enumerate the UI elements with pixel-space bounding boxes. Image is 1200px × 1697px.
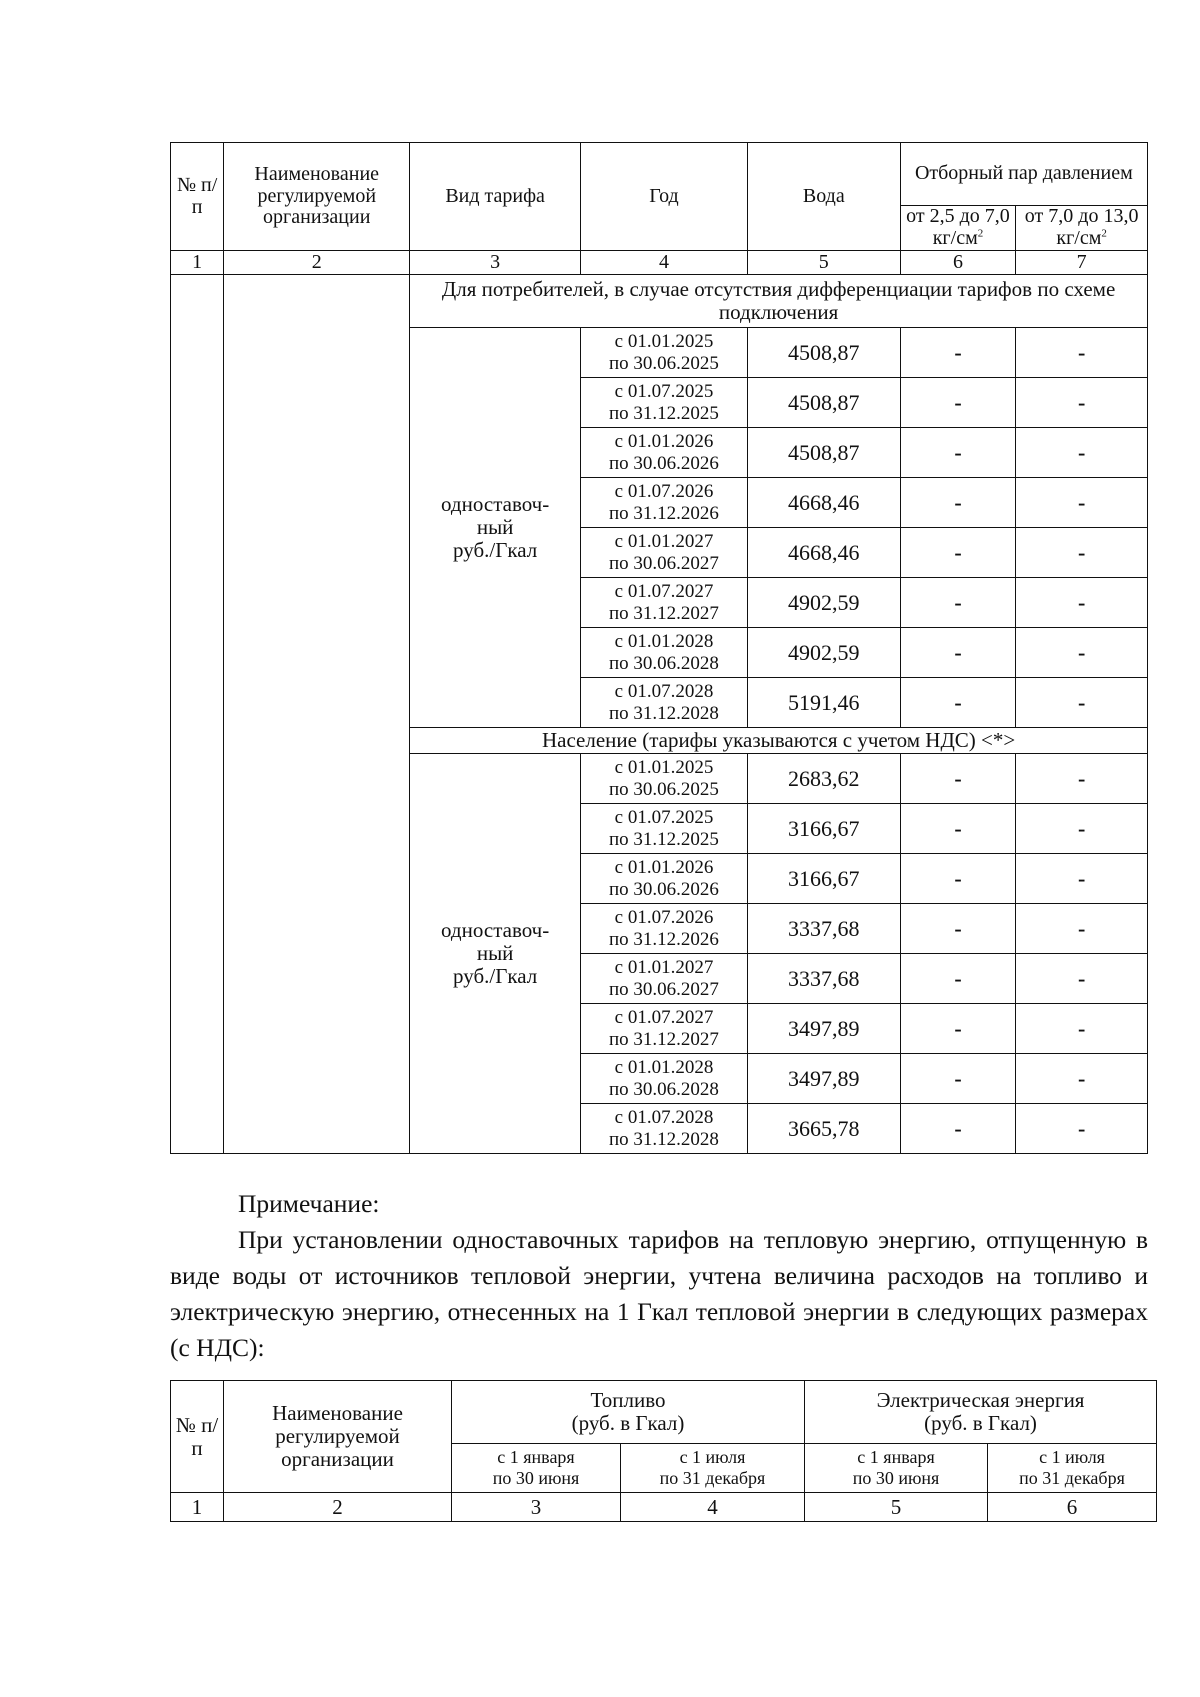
header-tariff-type: Вид тарифа xyxy=(410,143,581,251)
tariff-type-cell xyxy=(410,754,581,1154)
water-value: 3497,89 xyxy=(747,1054,900,1104)
steam-low-value: - xyxy=(900,1104,1016,1154)
steam-high-value: - xyxy=(1016,328,1148,378)
header-steam-high-text: от 7,0 до 13,0 кг/см xyxy=(1024,205,1139,249)
header-organization: Наименование регулируемой организации xyxy=(224,1381,452,1493)
tariff-type-label: руб./Гкал xyxy=(453,537,538,562)
section-title: Для потребителей, в случае отсутствия дифференциации тарифов по схеме подключения xyxy=(410,275,1148,328)
header-fuel xyxy=(452,1381,805,1444)
period-cell xyxy=(581,678,748,728)
period-cell xyxy=(581,1104,748,1154)
header-electricity-jan xyxy=(805,1444,988,1493)
steam-high-value: - xyxy=(1016,1054,1148,1104)
period-to: по 31.12.2025 xyxy=(609,828,719,850)
period-cell xyxy=(581,578,748,628)
cost-table xyxy=(170,1380,1157,1522)
steam-high-value: - xyxy=(1016,854,1148,904)
water-value: 4508,87 xyxy=(747,378,900,428)
column-number: 3 xyxy=(452,1493,621,1522)
header-steam-high xyxy=(1016,206,1148,251)
period-from: с 01.01.2027 xyxy=(614,957,714,979)
column-number: 5 xyxy=(805,1493,988,1522)
period-to: по 30.06.2025 xyxy=(609,352,719,374)
header-num: № п/п xyxy=(171,1381,224,1493)
header-water: Вода xyxy=(747,143,900,251)
period-cell xyxy=(581,1004,748,1054)
period-from: с 1 января xyxy=(857,1447,935,1468)
period-to: по 31.12.2026 xyxy=(609,502,719,524)
steam-low-value: - xyxy=(900,578,1016,628)
column-number: 1 xyxy=(171,251,224,275)
water-value: 3166,67 xyxy=(747,854,900,904)
water-value: 3337,68 xyxy=(747,904,900,954)
period-to: по 30 июня xyxy=(492,1468,580,1488)
steam-low-value: - xyxy=(900,754,1016,804)
header-fuel-line2: (руб. в Гкал) xyxy=(571,1411,685,1435)
steam-low-value: - xyxy=(900,428,1016,478)
steam-low-value: - xyxy=(900,478,1016,528)
header-steam-low-text: от 2,5 до 7,0 кг/см xyxy=(906,205,1010,249)
header-year: Год xyxy=(581,143,748,251)
column-number: 1 xyxy=(171,1493,224,1522)
steam-low-value: - xyxy=(900,628,1016,678)
steam-high-value: - xyxy=(1016,1004,1148,1054)
steam-low-value: - xyxy=(900,678,1016,728)
period-from: с 01.07.2028 xyxy=(614,681,714,703)
note-title: Примечание: xyxy=(238,1189,380,1218)
section-title: Население (тарифы указываются с учетом НДС) <*> xyxy=(410,728,1148,754)
water-value: 4508,87 xyxy=(747,328,900,378)
tariff-table xyxy=(170,142,1148,1154)
period-from: с 01.01.2025 xyxy=(614,331,714,353)
tariff-type-label: ный xyxy=(476,941,514,966)
steam-high-value: - xyxy=(1016,528,1148,578)
period-to: по 31.12.2027 xyxy=(609,1028,719,1050)
steam-low-value: - xyxy=(900,954,1016,1004)
period-from: с 01.01.2028 xyxy=(614,631,714,653)
period-from: с 01.01.2025 xyxy=(614,757,714,779)
water-value: 2683,62 xyxy=(747,754,900,804)
period-to: по 30.06.2028 xyxy=(609,652,719,674)
tariff-type-label: одноставоч- xyxy=(441,918,550,943)
period-from: с 1 января xyxy=(497,1447,575,1468)
period-to: по 31.12.2028 xyxy=(609,702,719,724)
steam-low-value: - xyxy=(900,804,1016,854)
period-from: с 01.07.2027 xyxy=(614,1007,714,1029)
water-value: 4902,59 xyxy=(747,578,900,628)
period-from: с 01.07.2025 xyxy=(614,381,714,403)
superscript: 2 xyxy=(977,227,984,240)
period-from: с 1 июля xyxy=(1039,1447,1105,1468)
header-organization: Наименование регулируемой организации xyxy=(224,143,410,251)
header-fuel-jul xyxy=(621,1444,805,1493)
header-steam-group: Отборный пар давлением xyxy=(900,143,1147,206)
period-cell xyxy=(581,804,748,854)
steam-high-value: - xyxy=(1016,754,1148,804)
period-cell xyxy=(581,428,748,478)
water-value: 3337,68 xyxy=(747,954,900,1004)
period-from: с 01.07.2027 xyxy=(614,581,714,603)
water-value: 3665,78 xyxy=(747,1104,900,1154)
tariff-type-label: ный xyxy=(476,515,514,540)
tariff-type-cell xyxy=(410,328,581,728)
header-num: № п/п xyxy=(171,143,224,251)
period-to: по 30 июня xyxy=(852,1468,940,1488)
period-cell xyxy=(581,904,748,954)
column-number: 6 xyxy=(900,251,1016,275)
water-value: 5191,46 xyxy=(747,678,900,728)
steam-low-value: - xyxy=(900,904,1016,954)
steam-high-value: - xyxy=(1016,428,1148,478)
period-from: с 01.01.2028 xyxy=(614,1057,714,1079)
water-value: 3497,89 xyxy=(747,1004,900,1054)
water-value: 4508,87 xyxy=(747,428,900,478)
period-cell xyxy=(581,328,748,378)
column-number: 4 xyxy=(581,251,748,275)
period-cell xyxy=(581,954,748,1004)
organization-cell xyxy=(224,275,410,1154)
water-value: 4668,46 xyxy=(747,528,900,578)
steam-low-value: - xyxy=(900,328,1016,378)
period-from: с 01.07.2026 xyxy=(614,481,714,503)
num-cell xyxy=(171,275,224,1154)
tariff-type-label: руб./Гкал xyxy=(453,963,538,988)
water-value: 4668,46 xyxy=(747,478,900,528)
water-value: 4902,59 xyxy=(747,628,900,678)
period-to: по 30.06.2026 xyxy=(609,878,719,900)
column-number: 3 xyxy=(410,251,581,275)
period-to: по 31.12.2028 xyxy=(609,1128,719,1150)
header-steam-low xyxy=(900,206,1016,251)
steam-high-value: - xyxy=(1016,578,1148,628)
period-from: с 01.07.2026 xyxy=(614,907,714,929)
steam-high-value: - xyxy=(1016,804,1148,854)
period-to: по 31 декабря xyxy=(659,1468,766,1488)
steam-high-value: - xyxy=(1016,678,1148,728)
steam-low-value: - xyxy=(900,1054,1016,1104)
period-from: с 1 июля xyxy=(679,1447,746,1468)
header-fuel-jan xyxy=(452,1444,621,1493)
period-to: по 30.06.2027 xyxy=(609,978,719,1000)
superscript: 2 xyxy=(1101,227,1107,240)
period-cell xyxy=(581,854,748,904)
header-electricity-jul xyxy=(988,1444,1157,1493)
note-body: При установлении одноставочных тарифов на тепловую энергию, отпущенную в виде воды от источников тепловой энергии, учтена величина расходов на топливо и электрическую энергию, отнесенных на 1 Гкал тепловой энергии в следующих размерах (с НДС): xyxy=(170,1225,1148,1362)
section-header-row xyxy=(171,275,1148,328)
period-cell xyxy=(581,528,748,578)
steam-high-value: - xyxy=(1016,904,1148,954)
water-value: 3166,67 xyxy=(747,804,900,854)
column-number: 5 xyxy=(747,251,900,275)
steam-low-value: - xyxy=(900,854,1016,904)
steam-low-value: - xyxy=(900,378,1016,428)
period-to: по 31 декабря xyxy=(1019,1468,1125,1488)
period-to: по 31.12.2025 xyxy=(609,402,719,424)
header-fuel-line1: Топливо xyxy=(590,1388,666,1413)
header-electricity-line2: (руб. в Гкал) xyxy=(924,1411,1037,1435)
column-number: 7 xyxy=(1016,251,1148,275)
period-to: по 30.06.2026 xyxy=(609,452,719,474)
period-to: по 31.12.2026 xyxy=(609,928,719,950)
period-from: с 01.07.2025 xyxy=(614,807,714,829)
period-to: по 30.06.2025 xyxy=(609,778,719,800)
column-number: 4 xyxy=(621,1493,805,1522)
header-electricity xyxy=(805,1381,1157,1444)
steam-low-value: - xyxy=(900,1004,1016,1054)
period-to: по 31.12.2027 xyxy=(609,602,719,624)
steam-high-value: - xyxy=(1016,378,1148,428)
period-from: с 01.01.2026 xyxy=(614,431,714,453)
steam-high-value: - xyxy=(1016,1104,1148,1154)
period-cell xyxy=(581,1054,748,1104)
period-cell xyxy=(581,378,748,428)
header-electricity-line1: Электрическая энергия xyxy=(876,1388,1085,1413)
steam-high-value: - xyxy=(1016,478,1148,528)
steam-high-value: - xyxy=(1016,954,1148,1004)
period-from: с 01.07.2028 xyxy=(614,1107,714,1129)
period-cell xyxy=(581,754,748,804)
period-from: с 01.01.2027 xyxy=(614,531,714,553)
tariff-type-label: одноставоч- xyxy=(441,492,550,517)
period-to: по 30.06.2027 xyxy=(609,552,719,574)
period-to: по 30.06.2028 xyxy=(609,1078,719,1100)
steam-low-value: - xyxy=(900,528,1016,578)
period-cell xyxy=(581,478,748,528)
column-number: 2 xyxy=(224,1493,452,1522)
column-number: 6 xyxy=(988,1493,1157,1522)
steam-high-value: - xyxy=(1016,628,1148,678)
period-from: с 01.01.2026 xyxy=(614,857,714,879)
column-number: 2 xyxy=(224,251,410,275)
period-cell xyxy=(581,628,748,678)
